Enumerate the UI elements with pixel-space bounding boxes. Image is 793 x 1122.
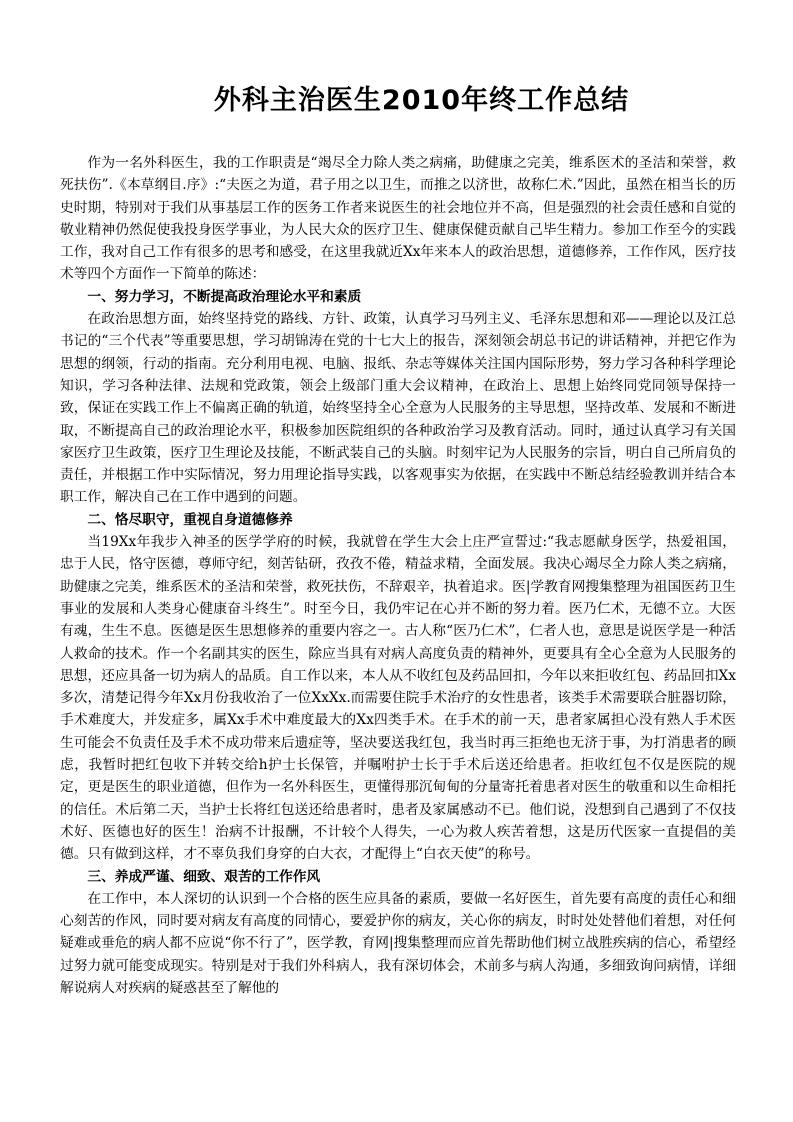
section-heading: 三、养成严谨、细致、艰苦的工作作风 (87, 868, 321, 885)
document-body (60, 152, 736, 999)
section-paragraph: 在政治思想方面，始终坚持党的路线、方针、政策，认真学习马列主义、毛泽东思想和邓——理论以及江总书记的“三个代表”等重要思想，学习胡锦涛在党的十七大上的报告，深刻领会胡总书记的讲话精神，并把它作为思想的纲领，行动的指南。充分利用电视、电脑、报纸、杂志等媒体关注国内国际形势，努力学习各种科学理论知识，学习各种法律、法规和党政策，领会上级部门重大会议精神，在政治上、思想上始终同党同领导保持一致，保证在实践工作上不偏离正确的轨道，始终坚持全心全意为人民服务的主导思想，坚持改革、发展和不断进取，不断提高自己的政治理论水平，积极参加医院组织的各种政治学习及教育活动。同时，通过认真学习有关国家医疗卫生政策，医疗卫生理论及技能，不断武装自己的头脑。时刻牢记为人民服务的宗旨，明白自己所肩负的责任，并根据工作中实际情况，努力用理论指导实践，以客观事实为依据，在实践中不断总结经验教训并结合本职工作，解决自己在工作中遇到的问题。 (60, 311, 736, 506)
document-title: 外科主治医生2010年终工作总结 (213, 85, 630, 116)
intro-paragraph: 作为一名外科医生，我的工作职责是“竭尽全力除人类之病痛，助健康之完美，维系医术的圣洁和荣誉，救死扶伤”.《本草纲目.序》:“夫医之为道，君子用之以卫生，而推之以济世，故称仁术.”因此，虽然在相当长的历史时期，特别对于我们从事基层工作的医务工作者来说医生的社会地位并不高，但是强烈的社会责任感和自觉的敬业精神仍然促使我投身医学事业，为人民大众的医疗卫生、健康保健贡献自己毕生精力。参加工作至今的实践工作，我对自己工作有很多的思考和感受，在这里我就近Xx年来本人的政治思想，道德修养，工作作风，医疗技术等四个方面作一下简单的陈述： (60, 155, 736, 283)
section-heading: 一、努力学习，不断提高政治理论水平和素质 (87, 288, 362, 305)
section-paragraph: 当19Xx年我步入神圣的医学学府的时候，我就曾在学生大会上庄严宣誓过:“我志愿献身医学，热爱祖国，忠于人民，恪守医德，尊师守纪，刻苦钻研，孜孜不倦，精益求精，全面发展。我决心竭尽全力除人类之病痛，助健康之完美，维系医术的圣洁和荣誉，救死扶伤，不辞艰辛，执着追求。医|学教育网搜集整理为祖国医药卫生事业的发展和人类身心健康奋斗终生”。时至今日，我仍牢记在心并不断的努力着。医乃仁术，无德不立。大医有魂，生生不息。医德是医生思想修养的重要内容之一。古人称“医乃仁术”，仁者人也，意思是说医学是一种活人救命的技术。作一个名副其实的医生，除应当具有对病人高度负责的精神外，更要具有全心全意为人民服务的思想，还应具备一切为病人的品质。自工作以来，本人从不收红包及药品回扣，今年以来拒收红包、药品回扣Xx多次，清楚记得今年Xx月份我收治了一位XxXx.而需要住院手术治疗的女性患者，该类手术需要联合脏器切除，手术难度大，并发症多，属Xx手术中难度最大的Xx四类手术。在手术的前一天，患者家属担心没有熟人手术医生可能会不负责任及手术不成功带来后遗症等，坚决要送我红包，我当时再三拒绝也无济于事，为打消患者的顾虑，我暂时把红包收下并转交给h护士长保管，并嘱咐护士长于手术后送还给患者。拒收红包不仅是医院的规定，更是医生的职业道德，但作为一名外科医生，更懂得那沉甸甸的分量寄托着患者对医生的敬重和以生命相托的信任。术后第二天，当护士长将红包送还给患者时，患者及家属感动不已。他们说，没想到自己遇到了不仅技术好、医德也好的医生！治病不计报酬，不计较个人得失，一心为救人疾苦着想，这是历代医家一直提倡的美德。只有做到这样，才不辜负我们身穿的白大衣，才配得上“白衣天使”的称号。 (60, 534, 736, 863)
section-heading: 二、恪尽职守，重视自身道德修养 (87, 511, 293, 528)
section-paragraph: 在工作中，本人深切的认识到一个合格的医生应具备的素质，要做一名好医生，首先要有高度的责任心和细心刻苦的作风，同时要对病友有高度的同情心，要爱护你的病友，关心你的病友，时时处处替他们着想，对任何疑难或垂危的病人都不应说“你不行了”，医学教，育网|搜集整理而应首先帮助他们树立战胜疾病的信心，希望经过努力就可能变成现实。特别是对于我们外科病人，我有深切体会，术前多与病人沟通，多细致询问病情，详细解说病人对疾病的疑惑甚至了解他的 (60, 890, 736, 996)
